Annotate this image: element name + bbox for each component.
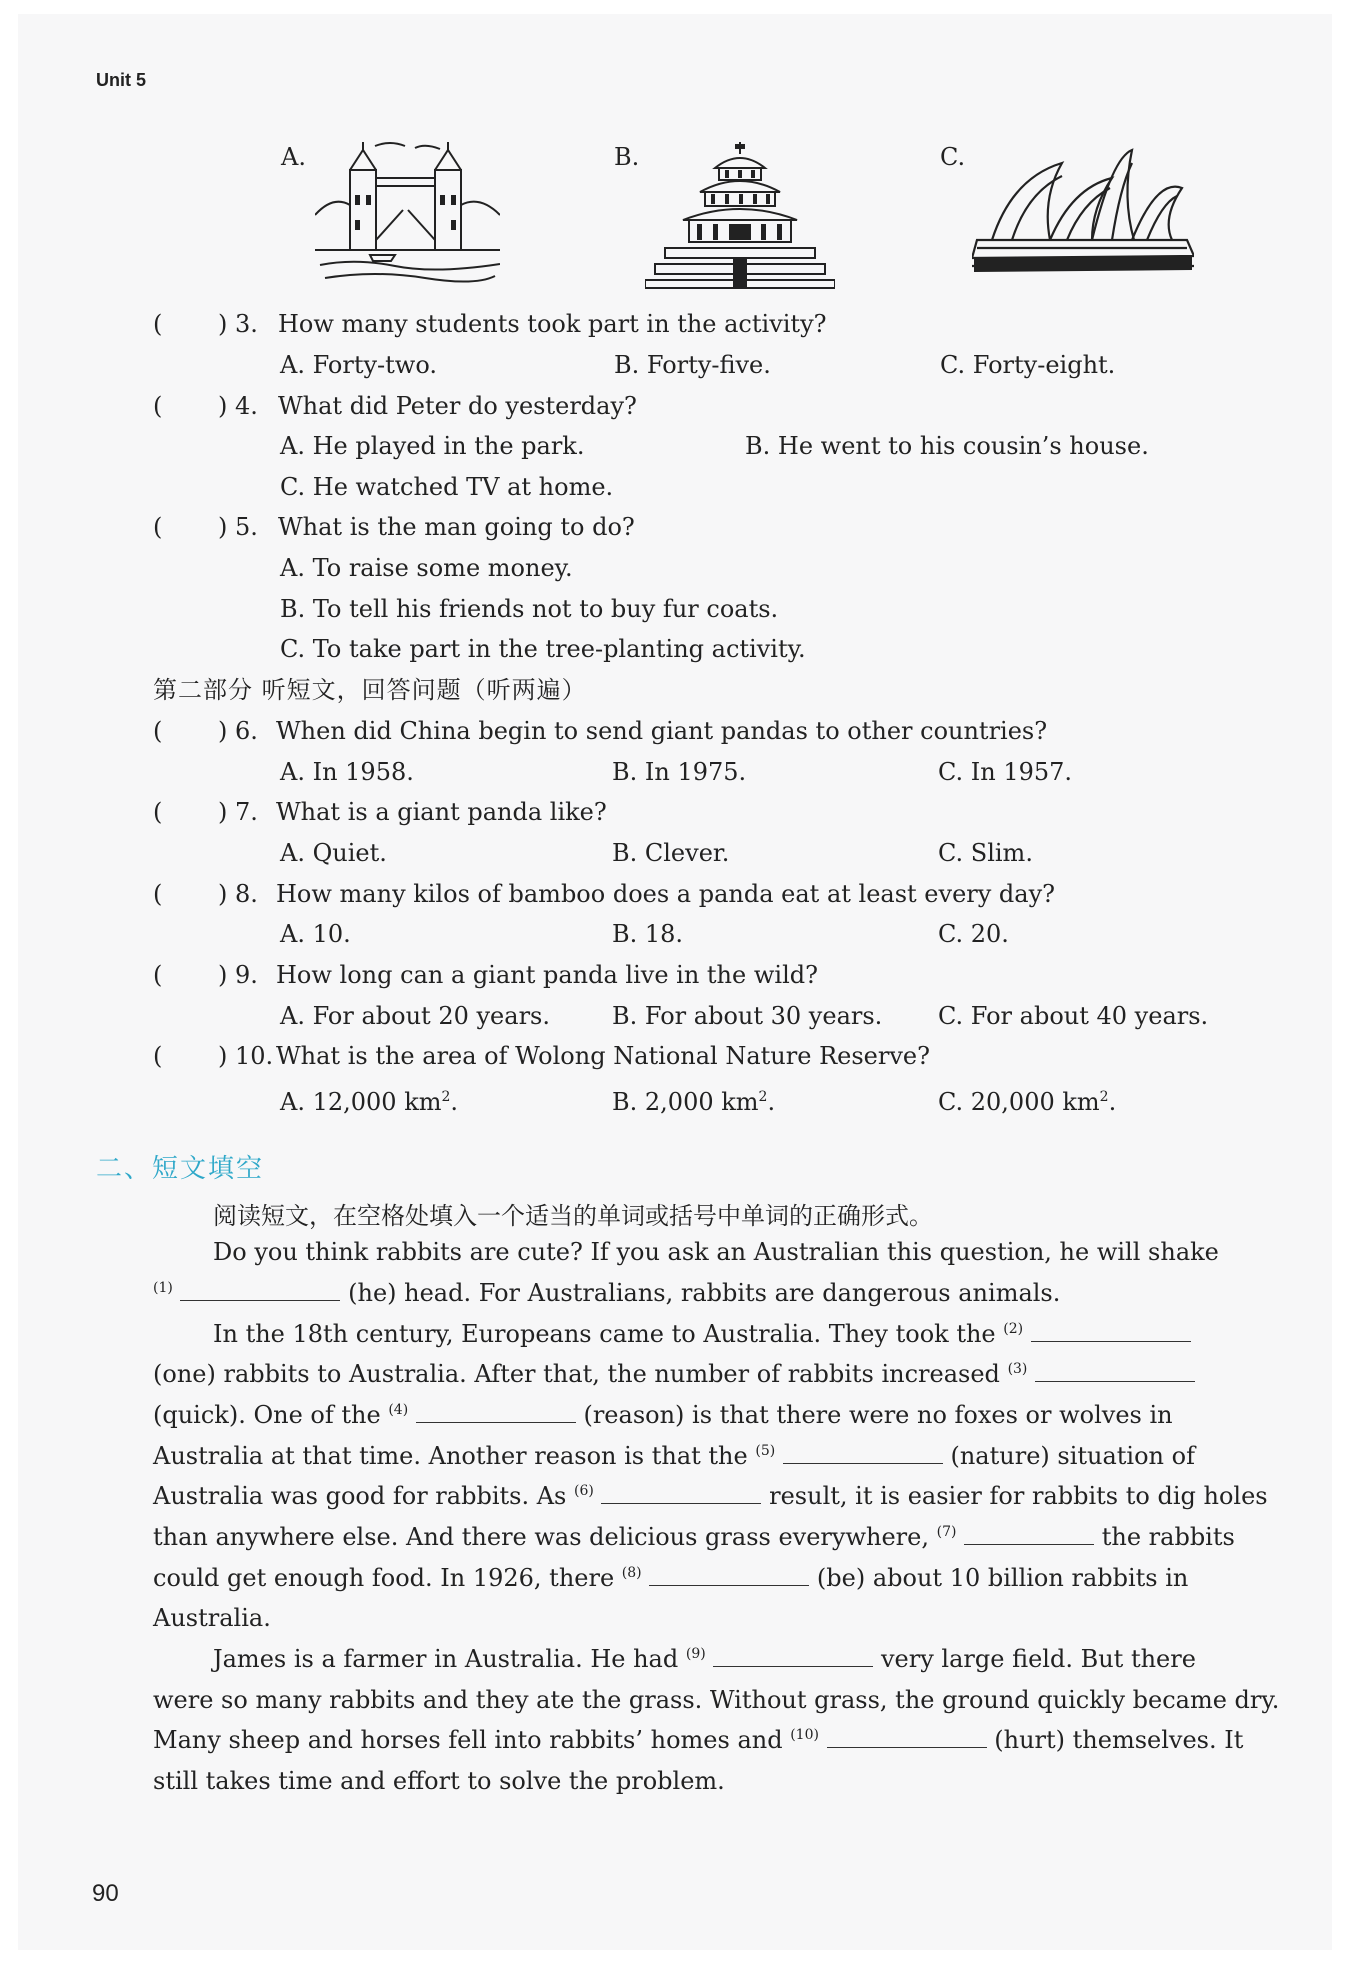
option-b[interactable]: B. He went to his cousin’s house. [745, 432, 1149, 460]
option-a[interactable]: A. Quiet. [280, 839, 387, 867]
question-text: What is a giant panda like? [276, 798, 607, 826]
image-option-c-label: C. [940, 143, 966, 171]
option-a[interactable]: A. Forty-two. [280, 351, 438, 379]
passage-text: In the 18th century, Europeans came to Australia. They took the [213, 1320, 996, 1348]
answer-paren[interactable]: ( [153, 392, 163, 420]
unit-header: Unit 5 [96, 70, 147, 90]
passage-text: could get enough food. In 1926, there [153, 1564, 615, 1592]
option-b[interactable] [612, 1081, 775, 1118]
question-number: ) 5. [218, 513, 258, 541]
period: . [1108, 1088, 1117, 1116]
blank-number: (5) [755, 1443, 776, 1459]
passage-line [153, 1277, 1233, 1309]
blank-number: (10) [790, 1727, 819, 1743]
answer-paren[interactable]: ( [153, 513, 163, 541]
blank-number: (3) [1007, 1361, 1028, 1377]
passage-text: (one) rabbits to Australia. After that, the number of rabbits increased [153, 1360, 1000, 1388]
option-text: B. 2,000 km [612, 1088, 759, 1116]
question-text: When did China begin to send giant pandas to other countries? [276, 717, 1048, 745]
passage-line: Do you think rabbits are cute? If you ask an Australian this question, he will shake [213, 1238, 1219, 1266]
blank-5[interactable] [783, 1441, 943, 1464]
passage-line: still takes time and effort to solve the problem. [153, 1767, 725, 1795]
question-text: How many students took part in the activity? [278, 310, 827, 338]
superscript: 2 [1099, 1089, 1109, 1105]
question-number: ) 4. [218, 392, 258, 420]
image-option-b-label: B. [614, 143, 640, 171]
period: . [767, 1088, 776, 1116]
image-option-a-label: A. [281, 143, 306, 171]
superscript: 2 [441, 1089, 451, 1105]
option-a[interactable]: A. To raise some money. [280, 554, 573, 582]
option-b[interactable]: B. For about 30 years. [612, 1002, 883, 1030]
blank-9[interactable] [713, 1644, 873, 1667]
option-a[interactable]: A. He played in the park. [280, 432, 585, 460]
section-instruction: 阅读短文，在空格处填入一个适当的单词或括号中单词的正确形式。 [213, 1202, 933, 1230]
passage-line [153, 1724, 1244, 1756]
period: . [450, 1088, 459, 1116]
option-b[interactable]: B. To tell his friends not to buy fur coats. [280, 595, 779, 623]
question-number: ) 8. [218, 880, 258, 908]
passage-text: very large field. But there [881, 1645, 1196, 1673]
blank-number: (9) [685, 1646, 706, 1662]
passage-text: (he) head. For Australians, rabbits are dangerous animals. [348, 1279, 1061, 1307]
option-text: C. 20,000 km [938, 1088, 1100, 1116]
option-a[interactable]: A. For about 20 years. [280, 1002, 550, 1030]
passage-line: were so many rabbits and they ate the grass. Without grass, the ground quickly became dry. [153, 1686, 1280, 1714]
blank-number: (6) [574, 1483, 594, 1499]
passage-text: Many sheep and horses fell into rabbits’ homes and [153, 1726, 783, 1754]
page-number: 90 [92, 1880, 119, 1907]
blank-number: (1) [153, 1280, 173, 1296]
blank-number: (8) [621, 1565, 642, 1581]
question-number: ) 10. [218, 1042, 274, 1070]
part2-title: 第二部分 听短文，回答问题（听两遍） [153, 676, 587, 704]
passage-line [153, 1440, 1233, 1472]
answer-paren[interactable]: ( [153, 717, 163, 745]
option-b[interactable]: B. 18. [612, 920, 684, 948]
blank-number: (7) [936, 1524, 957, 1540]
question-text: What is the man going to do? [278, 513, 635, 541]
answer-paren[interactable]: ( [153, 1042, 163, 1070]
tower-bridge-icon [315, 140, 500, 288]
passage-text: (nature) situation of [950, 1442, 1195, 1470]
answer-paren[interactable]: ( [153, 880, 163, 908]
blank-4[interactable] [416, 1400, 576, 1423]
blank-8[interactable] [649, 1563, 809, 1586]
blank-10[interactable] [827, 1725, 987, 1748]
passage-text: (reason) is that there were no foxes or wolves in [583, 1401, 1173, 1429]
option-b[interactable]: B. In 1975. [612, 758, 747, 786]
passage-line [213, 1318, 1293, 1350]
blank-7[interactable] [964, 1522, 1094, 1545]
option-a[interactable]: A. In 1958. [280, 758, 414, 786]
answer-paren[interactable]: ( [153, 310, 163, 338]
blank-3[interactable] [1035, 1359, 1195, 1382]
question-number: ) 6. [218, 717, 258, 745]
passage-text: result, it is easier for rabbits to dig holes [769, 1482, 1268, 1510]
option-c[interactable]: C. 20. [938, 920, 1009, 948]
question-text: How long can a giant panda live in the wild? [276, 961, 818, 989]
option-text: A. 12,000 km [280, 1088, 442, 1116]
option-a[interactable]: A. 10. [280, 920, 351, 948]
answer-paren[interactable]: ( [153, 961, 163, 989]
blank-1[interactable] [180, 1278, 340, 1301]
option-c[interactable]: C. To take part in the tree-planting activity. [280, 635, 806, 663]
passage-text: the rabbits [1101, 1523, 1235, 1551]
blank-6[interactable] [601, 1481, 761, 1504]
passage-line [153, 1399, 1233, 1431]
passage-line [153, 1358, 1233, 1390]
question-text: What did Peter do yesterday? [278, 392, 637, 420]
passage-text: Australia was good for rabbits. As [153, 1482, 567, 1510]
option-c[interactable]: C. In 1957. [938, 758, 1073, 786]
passage-line: Australia. [153, 1604, 271, 1632]
option-c[interactable]: C. Forty-eight. [940, 351, 1116, 379]
passage-text: (hurt) themselves. It [994, 1726, 1244, 1754]
superscript: 2 [758, 1089, 768, 1105]
blank-2[interactable] [1031, 1319, 1191, 1342]
passage-line [153, 1521, 1233, 1553]
option-c[interactable]: C. For about 40 years. [938, 1002, 1209, 1030]
passage-text: James is a farmer in Australia. He had [213, 1645, 679, 1673]
option-c[interactable]: C. He watched TV at home. [280, 473, 614, 501]
passage-line [153, 1562, 1233, 1594]
section-title: 二、短文填空 [96, 1154, 265, 1184]
blank-number: (4) [388, 1402, 409, 1418]
option-a[interactable] [280, 1081, 458, 1118]
sydney-opera-house-icon [972, 148, 1194, 276]
option-c[interactable] [938, 1081, 1116, 1118]
question-number: ) 9. [218, 961, 258, 989]
passage-text: than anywhere else. And there was delicious grass everywhere, [153, 1523, 929, 1551]
question-number: ) 3. [218, 310, 258, 338]
option-c[interactable]: C. Slim. [938, 839, 1033, 867]
question-text: How many kilos of bamboo does a panda eat at least every day? [276, 880, 1056, 908]
temple-of-heaven-icon [645, 140, 835, 290]
passage-text: (quick). One of the [153, 1401, 381, 1429]
passage-text: Australia at that time. Another reason is that the [153, 1442, 748, 1470]
answer-paren[interactable]: ( [153, 798, 163, 826]
passage-line [153, 1480, 1268, 1512]
question-text: What is the area of Wolong National Nature Reserve? [276, 1042, 930, 1070]
passage-text: (be) about 10 billion rabbits in [816, 1564, 1189, 1592]
passage-line [213, 1643, 1293, 1675]
blank-number: (2) [1003, 1321, 1024, 1337]
option-b[interactable]: B. Forty-five. [614, 351, 771, 379]
question-number: ) 7. [218, 798, 258, 826]
option-b[interactable]: B. Clever. [612, 839, 730, 867]
